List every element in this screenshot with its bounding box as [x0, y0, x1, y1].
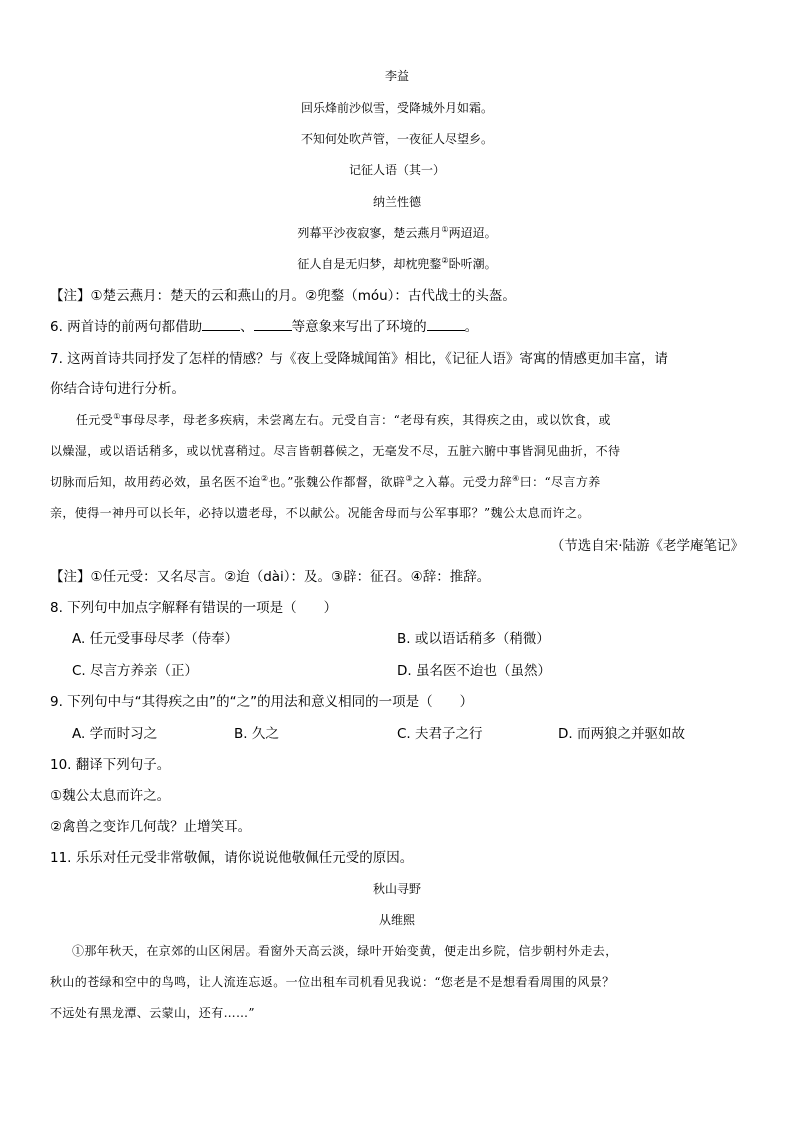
- question-6: 6. 两首诗的前两句都借助 、 等意象来写出了环境的 。: [50, 319, 479, 335]
- q8-option-c[interactable]: C. 尽言方养亲（正）: [72, 663, 199, 679]
- prose-line-2: 以燥湿，或以语话稍多，或以忧喜稍过。尽言皆朝暮候之，无毫发不尽，五脏六腑中事皆洞见曲折，不待: [50, 444, 621, 458]
- poem1-author: 李益: [384, 69, 409, 83]
- poem2-title: 记征人语（其一）: [348, 163, 445, 177]
- essay-line-1: ①那年秋天，在京郊的山区闲居。看窗外天高云淡，绿叶开始变黄，便走出乡院，信步朝村外走去，: [72, 944, 618, 958]
- q9-option-c[interactable]: C. 夫君子之行: [397, 726, 483, 742]
- question-11: 11. 乐乐对任元受非常敬佩，请你说说他敬佩任元受的原因。: [50, 850, 414, 866]
- q8-option-b[interactable]: B. 或以语话稍多（稍微）: [397, 631, 550, 647]
- q10-sentence-1: ①魏公太息而许之。: [50, 788, 171, 804]
- answer-blank[interactable]: [202, 318, 240, 331]
- prose-line-1: 任元受①事母尽孝，母老多疾病，未尝离左右。元受自言：“老母有疾，其得疾之由，或以饮食，或: [76, 412, 611, 427]
- prose-note: 【注】①任元受：又名尽言。②迨（dài）：及。③辟：征召。④辞：推辞。: [50, 569, 491, 585]
- q8-option-d[interactable]: D. 虽名医不迨也（虽然）: [397, 663, 551, 679]
- question-10: 10. 翻译下列句子。: [50, 757, 171, 773]
- poem2-line-1: 列幕平沙夜寂寥，楚云燕月①两迢迢。: [297, 225, 497, 240]
- answer-blank[interactable]: [427, 318, 465, 331]
- q9-option-d[interactable]: D. 而两狼之并驱如故: [558, 726, 685, 742]
- essay-line-2: 秋山的苍绿和空中的鸟鸣，让人流连忘返。一位出租车司机看见我说：“您老是不是想看看周围的风景？: [50, 975, 615, 989]
- question-7-line-2: 你结合诗句进行分析。: [50, 381, 185, 397]
- answer-blank[interactable]: [254, 318, 292, 331]
- essay-title: 秋山寻野: [372, 882, 421, 896]
- question-8: 8. 下列句中加点字解释有错误的一项是（ ）: [50, 600, 338, 616]
- essay-line-3: 不远处有黑龙潭、云蒙山，还有……”: [50, 1006, 255, 1020]
- prose-source: （节选自宋·陆游《老学庵笔记》: [550, 538, 744, 554]
- q9-option-a[interactable]: A. 学而时习之: [72, 726, 158, 742]
- q10-sentence-2: ②禽兽之变诈几何哉？止增笑耳。: [50, 819, 252, 835]
- essay-author: 从维熙: [378, 913, 415, 927]
- poem2-line-2: 征人自是无归梦，却枕兜鍪②卧听潮。: [297, 256, 497, 271]
- prose-line-3: 切脉而后知，故用药必效，虽名医不迨②也。”张魏公作都督，欲辟③之入幕。元受力辞④曰：“尽言方养: [50, 474, 601, 489]
- question-9: 9. 下列句中与“其得疾之由”的“之”的用法和意义相同的一项是（ ）: [50, 694, 474, 710]
- poem1-line-1: 回乐烽前沙似雪，受降城外月如霜。: [300, 101, 493, 115]
- question-7-line-1: 7. 这两首诗共同抒发了怎样的情感？与《夜上受降城闻笛》相比，《记征人语》寄寓的情感更加丰富，请: [50, 351, 668, 367]
- poem2-author: 纳兰性德: [372, 195, 421, 209]
- poem1-line-2: 不知何处吹芦管，一夜征人尽望乡。: [300, 132, 493, 146]
- q8-option-a[interactable]: A. 任元受事母尽孝（侍奉）: [72, 631, 239, 647]
- q9-option-b[interactable]: B. 久之: [234, 726, 279, 742]
- prose-line-4: 亲，使得一神丹可以长年，必持以遗老母，不以献公。况能舍母而与公军事耶？”魏公太息而许之。: [50, 506, 590, 520]
- poem-note: 【注】①楚云燕月：楚天的云和燕山的月。②兜鍪（móu）：古代战士的头盔。: [50, 288, 516, 304]
